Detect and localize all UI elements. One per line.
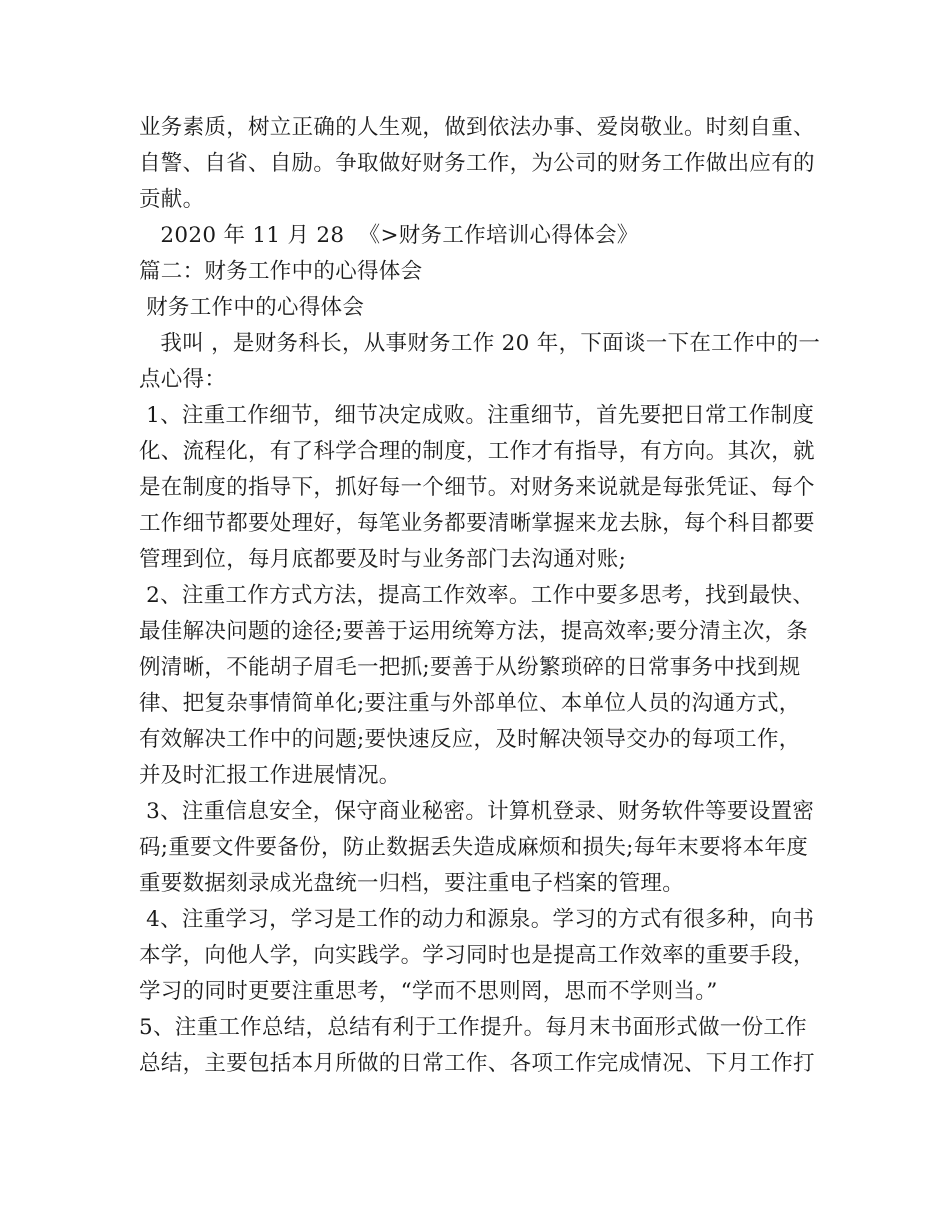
text-line: 3、注重信息安全，保守商业秘密。计算机登录、财务软件等要设置密: [139, 799, 815, 824]
text-line: 最佳解决问题的途径;要善于运用统筹方法，提高效率;要分清主次，条: [139, 619, 809, 644]
text-line: 有效解决工作中的问题;要快速反应，及时解决领导交办的每项工作，: [139, 727, 801, 752]
text-line: 5、注重工作总结，总结有利于工作提升。每月末书面形式做一份工作: [139, 1015, 807, 1040]
section-subheading: 财务工作中的心得体会: [139, 295, 365, 320]
text-line: 学习的同时更要注重思考，“学而不思则罔，思而不学则当。”: [139, 979, 718, 1004]
text-line: 化、流程化，有了科学合理的制度，工作才有指导，有方向。其次，就: [139, 439, 815, 464]
text-line: 码;重要文件要备份，防止数据丢失造成麻烦和损失;每年末要将本年度: [139, 835, 809, 860]
text-line: 自警、自省、自励。争取做好财务工作，为公司的财务工作做出应有的: [139, 151, 815, 176]
text-line: 并及时汇报工作进展情况。: [139, 763, 401, 788]
text-line: 是在制度的指导下，抓好每一个细节。对财务来说就是每张凭证、每个: [139, 475, 815, 500]
text-line: 业务素质，树立正确的人生观，做到依法办事、爱岗敬业。时刻自重、: [139, 115, 815, 140]
text-line: 重要数据刻录成光盘统一归档，要注重电子档案的管理。: [139, 871, 685, 896]
section-heading: 篇二：财务工作中的心得体会: [139, 259, 423, 284]
text-line: 总结，主要包括本月所做的日常工作、各项工作完成情况、下月工作打: [139, 1051, 815, 1076]
text-line: 1、注重工作细节，细节决定成败。注重细节，首先要把日常工作制度: [139, 403, 815, 428]
document-body: [139, 110, 819, 1082]
text-line: 本学，向他人学，向实践学。学习同时也是提高工作效率的重要手段，: [139, 943, 815, 968]
text-line: 例清晰，不能胡子眉毛一把抓;要善于从纷繁琐碎的日常事务中找到规: [139, 655, 801, 680]
text-line: 管理到位，每月底都要及时与业务部门去沟通对账;: [139, 547, 627, 572]
text-line: 2、注重工作方式方法，提高工作效率。工作中要多思考，找到最快、: [139, 583, 815, 608]
text-line: 工作细节都要处理好，每笔业务都要清晰掌握来龙去脉，每个科目都要: [139, 511, 815, 536]
text-line: 律、把复杂事情简单化;要注重与外部单位、本单位人员的沟通方式，: [139, 691, 801, 716]
date-title-line: 2020 年 11 月 28 《>财务工作培训心得体会》: [139, 223, 639, 248]
text-line: 点心得：: [139, 367, 227, 392]
text-line: 我叫 ，是财务科长，从事财务工作 20 年，下面谈一下在工作中的一: [139, 331, 821, 356]
text-line: 4、注重学习，学习是工作的动力和源泉。学习的方式有很多种，向书: [139, 907, 815, 932]
text-line: 贡献。: [139, 187, 205, 212]
